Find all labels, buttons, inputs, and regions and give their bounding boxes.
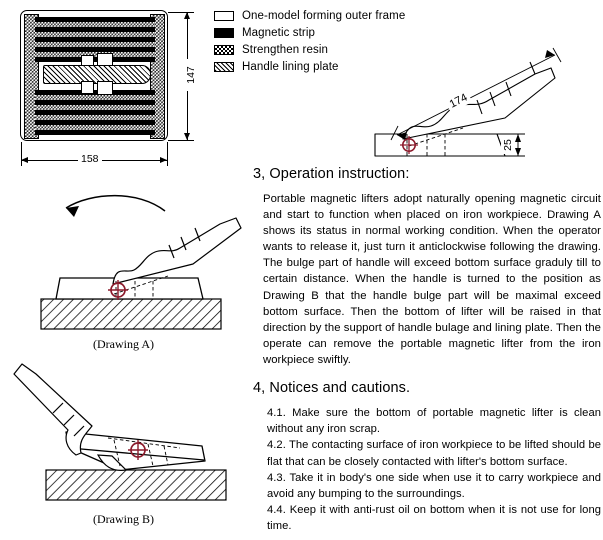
- plain-rectangle-icon: [214, 11, 234, 21]
- lifter-outer-frame: [20, 10, 168, 141]
- dim-arrow-25-up: [515, 134, 521, 142]
- lifter-body-outline: [375, 134, 505, 156]
- notice-item: 4.4. Keep it with anti-rust oil on bottom when it is not use for long time.: [267, 504, 601, 533]
- lifter-body: [66, 432, 205, 470]
- dim-arrow-25-down: [515, 148, 521, 156]
- magnetic-strip: [35, 130, 155, 135]
- legend-item-label: Magnetic strip: [242, 27, 315, 39]
- notice-item: 4.3. Take it in body's one side when use it to carry workpiece and avoid any bumping to the surroundings.: [267, 471, 601, 501]
- solid-black-icon: [214, 28, 234, 38]
- legend-item-label: One-model forming outer frame: [242, 10, 406, 22]
- notice-item: 4.1. Make sure the bottom of portable magnetic lifter is clean without any iron scrap.: [267, 407, 601, 436]
- diagonal-hatch-icon: [214, 62, 234, 72]
- dim-arrow-right: [160, 157, 167, 163]
- plan-view-diagram: [16, 8, 216, 173]
- dim-arrow-174-end: [545, 50, 555, 58]
- dim-arrow-up: [184, 12, 190, 19]
- hub-box: [81, 81, 94, 94]
- side-view-diagram: [385, 22, 603, 162]
- drawing-a-figure: [8, 186, 248, 336]
- legend-item-label: Handle lining plate: [242, 61, 339, 73]
- drawing-b-caption: (Drawing B): [93, 512, 154, 526]
- dim-extension-top: [168, 12, 194, 13]
- lifter-body: [56, 278, 203, 299]
- drawing-a-caption: (Drawing A): [93, 337, 154, 351]
- operation-paragraph: Portable magnetic lifters adopt naturally opening magnetic circuit and start to function when placed on iron workpiece. Drawing A shows its status in normal working condition. When the operator wants to release it, just turn it anticlockwise following the drawing. The bulge part of handle will exceed bottom surface graduly till to certain distance. When the handle is turned to the position as Drawing B that the handle bulge part will be maximal exceed bottom surface. Then the bottom of lifter will be raised in that direction by the support of handle bulage and lining plate. Then the operate can remove the portable magnetic lifter from the iron workpiece swiftly.: [263, 193, 601, 366]
- legend-item-label: Strengthen resin: [242, 44, 328, 56]
- iron-workpiece: [41, 299, 221, 329]
- checker-pattern-icon: [214, 45, 234, 55]
- dim-extension-right: [167, 142, 168, 166]
- dim-label-handle-length: 174: [447, 91, 470, 111]
- dim-label-width: 158: [78, 153, 102, 165]
- hub-box: [97, 81, 113, 95]
- instruction-text-column: [253, 166, 601, 535]
- grip-divider: [530, 62, 535, 74]
- operation-section-heading: 3, Operation instruction:: [253, 166, 410, 182]
- magnetic-strip: [35, 57, 155, 62]
- notice-item: 4.2. The contacting surface of iron workpiece to be lifted should be flat that can be closely contacted with lifter's bottom surface.: [267, 439, 601, 468]
- dim-label-body-height: 25: [502, 139, 514, 151]
- anticlockwise-rotation-arrow-icon: [66, 196, 165, 211]
- drawing-b-figure: [8, 360, 248, 510]
- iron-workpiece: [46, 470, 226, 500]
- dim-label-height: 147: [185, 59, 197, 91]
- handle-outline: [403, 68, 555, 139]
- handle-outline: [113, 218, 241, 284]
- notices-list: [253, 405, 601, 535]
- notices-section-heading: 4, Notices and cautions.: [253, 380, 411, 397]
- handle-outline: [14, 364, 92, 455]
- dim-arrow-down: [184, 133, 190, 140]
- dim-arrow-left: [21, 157, 28, 163]
- dim-extension-bottom: [168, 140, 194, 141]
